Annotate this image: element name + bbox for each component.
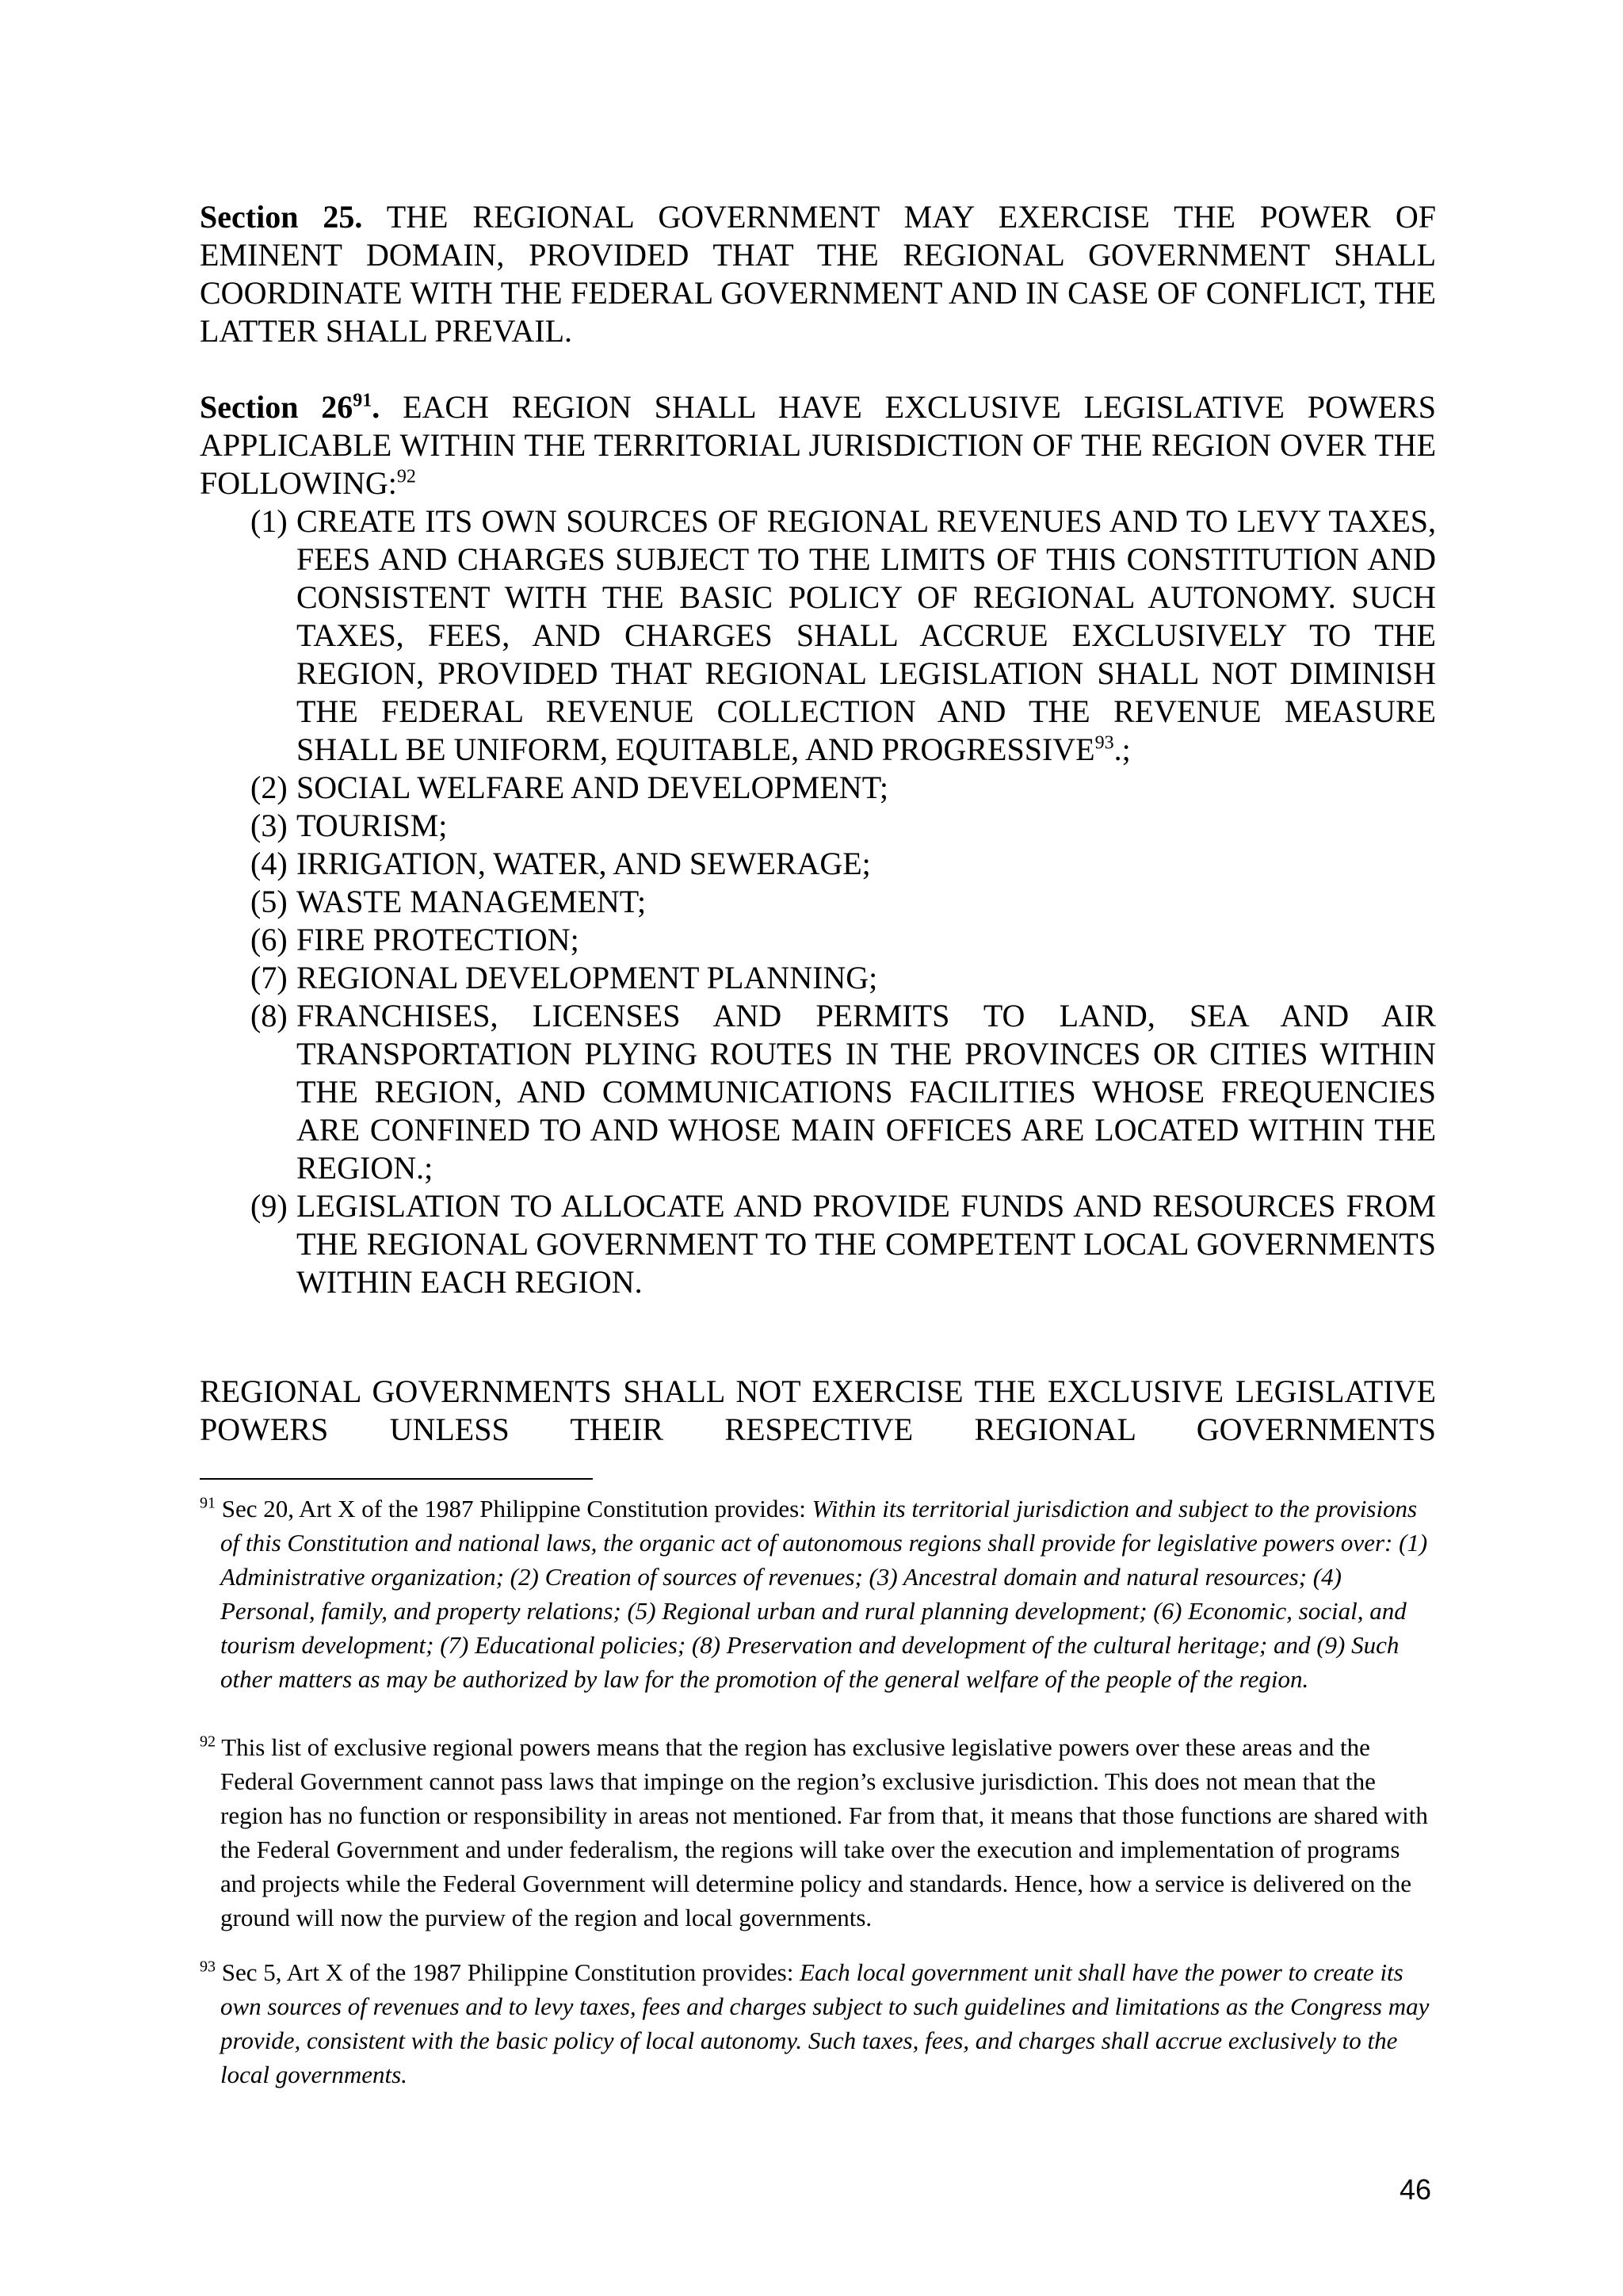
list-item-text: IRRIGATION, WATER, AND SEWERAGE; xyxy=(296,846,871,881)
footnote-91 xyxy=(200,1492,1441,1696)
list-item: (5) WASTE MANAGEMENT; xyxy=(200,883,1436,921)
page-number: 46 xyxy=(1400,2173,1432,2206)
section-26-heading: Section $26^{91}$. xyxy=(200,389,380,425)
footnote-92 xyxy=(200,1730,1441,1935)
footnote-divider xyxy=(200,1478,593,1480)
footnote-lead: This list of exclusive regional powers means that the region has exclusive legislative powers over these areas and the Federal Government cannot pass laws that impinge on the region’s exclusive jurisdiction. This does not mean that the region has no function or responsibility in areas not mentioned. Far from that, it means that those functions are shared with the Federal Government and under federalism, the regions will take over the execution and implementation of programs and projects while the Federal Government will determine policy and standards. Hence, how a service is delivered on the ground will now the purview of the region and local governments. xyxy=(220,1733,1428,1931)
footnote-lead: Sec 5, Art X of the 1987 Philippine Constitution provides: xyxy=(221,1958,800,1986)
list-item: (1) CREATE ITS OWN SOURCES OF REGIONAL REVENUES AND TO LEVY TAXES, FEES AND CHARGES SUBJECT TO THE LIMITS OF THIS CONSTITUTION AND CONSISTENT WITH THE BASIC POLICY OF REGIONAL AUTONOMY. SUCH TAXES, FEES, AND CHARGES SHALL ACCRUE EXCLUSIVELY TO THE REGION, PROVIDED THAT REGIONAL LEGISLATION SHALL NOT DIMINISH THE FEDERAL REVENUE COLLECTION AND THE REVENUE MEASURE SHALL BE UNIFORM, EQUITABLE, AND PROGRESSIVE$^{93}$.; xyxy=(250,503,1436,767)
list-item-text: FRANCHISES, LICENSES AND PERMITS TO LAND, SEA AND AIR TRANSPORTATION PLYING ROUTES IN THE PROVINCES OR CITIES WITHIN THE REGION, AND COMMUNICATIONS FACILITIES WHOSE FREQUENCIES ARE CONFINED TO AND WHOSE MAIN OFFICES ARE LOCATED WITHIN THE REGION.; xyxy=(296,998,1436,1186)
list-item: (9) LEGISLATION TO ALLOCATE AND PROVIDE FUNDS AND RESOURCES FROM THE REGIONAL GOVERNMENT TO THE COMPETENT LOCAL GOVERNMENTS WITHIN EACH REGION. xyxy=(250,1188,1436,1300)
list-item-text: CREATE ITS OWN SOURCES OF REGIONAL REVENUES AND TO LEVY TAXES, FEES AND CHARGES SUBJECT TO THE LIMITS OF THIS CONSTITUTION AND CONSISTENT WITH THE BASIC POLICY OF REGIONAL AUTONOMY. SUCH TAXES, FEES, AND CHARGES SHALL ACCRUE EXCLUSIVELY TO THE REGION, PROVIDED THAT REGIONAL LEGISLATION SHALL NOT DIMINISH THE FEDERAL REVENUE COLLECTION AND THE REVENUE MEASURE SHALL BE UNIFORM, EQUITABLE, AND PROGRESSIVE$^{93}$.; xyxy=(296,503,1436,767)
footnote-quote: Within its territorial jurisdiction and subject to the provisions of this Constitution and national laws, the organic act of autonomous regions shall provide for legislative powers over: (1) Administrative organization; (2) Creation of sources of revenues; (3) Ancestral domain and natural resources; (4) Personal, family, and property relations; (5) Regional urban and rural planning development; (6) Economic, social, and tourism development; (7) Educational policies; (8) Preservation and development of the cultural heritage; and (9) Such other matters as may be authorized by law for the promotion of the general welfare of the people of the region. xyxy=(220,1495,1428,1693)
list-item: (6) FIRE PROTECTION; xyxy=(200,921,1436,959)
list-item: (8) FRANCHISES, LICENSES AND PERMITS TO LAND, SEA AND AIR TRANSPORTATION PLYING ROUTES IN THE PROVINCES OR CITIES WITHIN THE REGION, AND COMMUNICATIONS FACILITIES WHOSE FREQUENCIES ARE CONFINED TO AND WHOSE MAIN OFFICES ARE LOCATED WITHIN THE REGION.; xyxy=(250,998,1436,1186)
list-item-text: LEGISLATION TO ALLOCATE AND PROVIDE FUNDS AND RESOURCES FROM THE REGIONAL GOVERNMENT TO THE COMPETENT LOCAL GOVERNMENTS WITHIN EACH REGION. xyxy=(296,1188,1436,1300)
list-item-text: REGIONAL DEVELOPMENT PLANNING; xyxy=(296,960,878,995)
list-item-text: WASTE MANAGEMENT; xyxy=(296,884,647,919)
section-26-text: EACH REGION SHALL HAVE EXCLUSIVE LEGISLATIVE POWERS APPLICABLE WITHIN THE TERRITORIAL JURISDICTION OF THE REGION OVER THE FOLLOWING: xyxy=(200,389,1436,501)
footnote-quote: Each local government unit shall have the power to create its own sources of revenues and to levy taxes, fees and charges subject to such guidelines and limitations as the Congress may provide, consistent with the basic policy of local autonomy. Such taxes, fees, and charges shall accrue exclusively to the local governments. xyxy=(220,1958,1430,2088)
list-item-text: SOCIAL WELFARE AND DEVELOPMENT; xyxy=(296,770,889,805)
footnote-ref-92[interactable]: 92 xyxy=(396,466,416,487)
section-25-heading: Section 25. xyxy=(200,199,363,235)
section-26 xyxy=(200,388,1436,502)
footnote-number: 93 xyxy=(200,1958,216,1976)
exclusive-powers-list xyxy=(200,502,1436,1301)
list-item-text: TOURISM; xyxy=(296,808,448,843)
list-item: (3) TOURISM; xyxy=(200,807,1436,845)
footnote-ref-93[interactable]: 93 xyxy=(1094,732,1114,754)
section-25-text: THE REGIONAL GOVERNMENT MAY EXERCISE THE POWER OF EMINENT DOMAIN, PROVIDED THAT THE REGIONAL GOVERNMENT SHALL COORDINATE WITH THE FEDERAL GOVERNMENT AND IN CASE OF CONFLICT, THE LATTER SHALL PREVAIL. xyxy=(200,199,1436,349)
footnote-number: 92 xyxy=(200,1733,216,1751)
section-25 xyxy=(200,198,1436,350)
footnote-lead: Sec 20, Art X of the 1987 Philippine Constitution provides: xyxy=(221,1495,812,1522)
closing-paragraph: REGIONAL GOVERNMENTS SHALL NOT EXERCISE THE EXCLUSIVE LEGISLATIVE POWERS UNLESS THEIR RESPECTIVE REGIONAL GOVERNMENTS xyxy=(200,1373,1436,1447)
footnote-93 xyxy=(200,1955,1441,2092)
list-item: (7) REGIONAL DEVELOPMENT PLANNING; xyxy=(200,959,1436,997)
list-item: (2) SOCIAL WELFARE AND DEVELOPMENT; xyxy=(200,769,1436,807)
list-item: (4) IRRIGATION, WATER, AND SEWERAGE; xyxy=(200,845,1436,883)
footnote-ref-91[interactable]: 91 xyxy=(353,390,372,411)
footnote-number: 91 xyxy=(200,1494,216,1512)
list-item-text: FIRE PROTECTION; xyxy=(296,922,579,957)
